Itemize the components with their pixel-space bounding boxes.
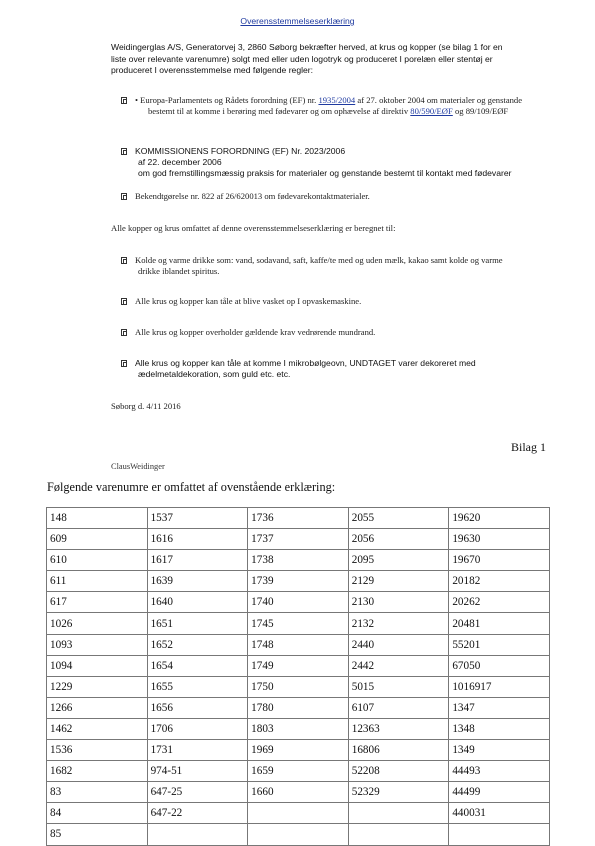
table-cell: 67050 (449, 655, 550, 676)
table-cell: 1016917 (449, 676, 550, 697)
signature: ClausWeidinger (111, 462, 165, 471)
table-cell: 1093 (47, 634, 148, 655)
table-cell: 1616 (147, 529, 248, 550)
regulation-item-1 (121, 95, 548, 117)
point-text-3: Alle krus og kopper overholder gældende krav vedrørende mundrand. (135, 327, 376, 337)
reg1-link[interactable]: 1935/2004 (318, 95, 356, 105)
table-cell: 1651 (147, 613, 248, 634)
table-row (47, 592, 550, 613)
table-cell: 1537 (147, 508, 248, 529)
table-cell (248, 803, 349, 824)
table-cell: 617 (47, 592, 148, 613)
table-cell: 1617 (147, 550, 248, 571)
table-cell: 1738 (248, 550, 349, 571)
table-row (47, 803, 550, 824)
table-cell: 16806 (348, 740, 449, 761)
table-cell: 647-25 (147, 782, 248, 803)
table-row (47, 508, 550, 529)
table-cell: 1347 (449, 697, 550, 718)
table-cell: 610 (47, 550, 148, 571)
table-cell: 84 (47, 803, 148, 824)
table-cell: 1660 (248, 782, 349, 803)
table-cell: 1655 (147, 676, 248, 697)
point-text-2: Alle krus og kopper kan tåle at blive vasket op I opvaskemaskine. (135, 296, 362, 306)
point-item-1 (121, 255, 508, 277)
table-row (47, 761, 550, 782)
table-cell: 2095 (348, 550, 449, 571)
table-cell: 1739 (248, 571, 349, 592)
table-row (47, 676, 550, 697)
table-cell: 1026 (47, 613, 148, 634)
table-cell: 2132 (348, 613, 449, 634)
table-cell: 1654 (147, 655, 248, 676)
table-cell: 1749 (248, 655, 349, 676)
table-cell: 19670 (449, 550, 550, 571)
table-cell: 1750 (248, 676, 349, 697)
table-row (47, 613, 550, 634)
table-cell: 1640 (147, 592, 248, 613)
checkbox-glyph-icon (121, 193, 127, 200)
checkbox-glyph-icon (121, 257, 127, 264)
table-cell: 44493 (449, 761, 550, 782)
table-cell: 1748 (248, 634, 349, 655)
regulation-item-2 (121, 146, 521, 180)
table-cell: 148 (47, 508, 148, 529)
table-cell: 611 (47, 571, 148, 592)
table-row (47, 718, 550, 739)
table-cell: 974-51 (147, 761, 248, 782)
reg1-mid: af 27. oktober 2004 om materialer og genstande bestemt til at komme i berøring med fødevarer og om ophævelse af direktiv (148, 95, 523, 117)
table-cell: 1745 (248, 613, 349, 634)
table-cell: 1229 (47, 676, 148, 697)
table-cell: 2055 (348, 508, 449, 529)
point-item-2 (121, 296, 521, 307)
table-title: Følgende varenumre er omfattet af ovenstående erklæring: (47, 480, 336, 494)
reg1-link-directive[interactable]: 80/590/EØF (410, 106, 453, 117)
table-cell: 12363 (348, 718, 449, 739)
table-cell (348, 803, 449, 824)
table-cell: 1803 (248, 718, 349, 739)
date-line: Søborg d. 4/11 2016 (111, 401, 181, 411)
intro-paragraph: Weidingerglas A/S, Generatorvej 3, 2860 Søborg bekræfter herved, at krus og kopper (se bilag 1 for en liste over relevante varenumre) solgt med eller uden logotryk og produceret I porelæn eller stentøj er produceret I overensstemmelse med følgende regler: (111, 42, 503, 76)
table-cell: 19620 (449, 508, 550, 529)
table-cell: 1652 (147, 634, 248, 655)
point-text-1: Kolde og varme drikke som: vand, sodavand, saft, kaffe/te med og uden mælk, kakao samt kolde og varme drikke iblandet spiritus. (135, 255, 503, 277)
table-cell: 647-22 (147, 803, 248, 824)
table-cell: 1740 (248, 592, 349, 613)
table-row (47, 529, 550, 550)
table-cell: 1462 (47, 718, 148, 739)
table-cell: 83 (47, 782, 148, 803)
table-cell: 1266 (47, 697, 148, 718)
table-cell: 1731 (147, 740, 248, 761)
table-cell: 1737 (248, 529, 349, 550)
table-cell: 52208 (348, 761, 449, 782)
appendix-heading: Bilag 1 (511, 440, 546, 454)
checkbox-glyph-icon (121, 97, 127, 104)
table-cell: 1639 (147, 571, 248, 592)
checkbox-glyph-icon (121, 329, 127, 336)
reg2-line3: om god fremstillingsmæssig praksis for materialer og genstande bestemt til kontakt med fødevarer (138, 168, 512, 179)
table-row (47, 697, 550, 718)
table-cell: 44499 (449, 782, 550, 803)
table-row (47, 740, 550, 761)
table-row (47, 550, 550, 571)
table-cell: 20481 (449, 613, 550, 634)
table-cell: 55201 (449, 634, 550, 655)
table-cell: 1682 (47, 761, 148, 782)
point-text-4: Alle krus og kopper kan tåle at komme I mikrobølgeovn, UNDTAGET varer dekoreret med ædelmetaldekoration, som guld etc. etc. (135, 358, 476, 380)
item-number-table (46, 507, 550, 846)
table-row (47, 571, 550, 592)
document-title: Overensstemmelseserklæring (240, 16, 355, 26)
table-cell: 52329 (348, 782, 449, 803)
table-cell: 1349 (449, 740, 550, 761)
table-cell: 5015 (348, 676, 449, 697)
reg1-prefix: • Europa-Parlamentets og Rådets forordning (EF) nr. (135, 95, 317, 105)
table-cell: 85 (47, 824, 148, 845)
point-item-3 (121, 327, 521, 338)
table-cell: 6107 (348, 697, 449, 718)
reg2-line2: af 22. december 2006 (138, 157, 222, 168)
reg1-suffix: og 89/109/EØF (454, 106, 509, 117)
checkbox-glyph-icon (121, 298, 127, 305)
reg3-text: Bekendtgørelse nr. 822 af 26/620013 om fødevarekontaktmaterialer. (135, 191, 370, 201)
table-cell: 1659 (248, 761, 349, 782)
table-cell: 20262 (449, 592, 550, 613)
table-cell: 609 (47, 529, 148, 550)
point-item-4 (121, 358, 513, 380)
table-cell: 440031 (449, 803, 550, 824)
table-cell: 1656 (147, 697, 248, 718)
table-row (47, 634, 550, 655)
checkbox-glyph-icon (121, 148, 127, 155)
statement: Alle kopper og krus omfattet af denne overensstemmelseserklæring er beregnet til: (111, 223, 396, 233)
table-cell: 1706 (147, 718, 248, 739)
table-cell: 19630 (449, 529, 550, 550)
checkbox-glyph-icon (121, 360, 127, 367)
table-cell: 2440 (348, 634, 449, 655)
table-cell: 1969 (248, 740, 349, 761)
table-row (47, 782, 550, 803)
table-cell: 1736 (248, 508, 349, 529)
regulation-item-3 (121, 191, 521, 202)
table-cell: 1348 (449, 718, 550, 739)
table-cell: 1094 (47, 655, 148, 676)
table-cell: 2442 (348, 655, 449, 676)
table-cell: 2056 (348, 529, 449, 550)
table-row (47, 655, 550, 676)
table-cell: 2130 (348, 592, 449, 613)
table-cell: 2129 (348, 571, 449, 592)
reg2-line1: KOMMISSIONENS FORORDNING (EF) Nr. 2023/2006 (135, 146, 346, 156)
table-cell: 1536 (47, 740, 148, 761)
table-cell: 20182 (449, 571, 550, 592)
table-cell: 1780 (248, 697, 349, 718)
